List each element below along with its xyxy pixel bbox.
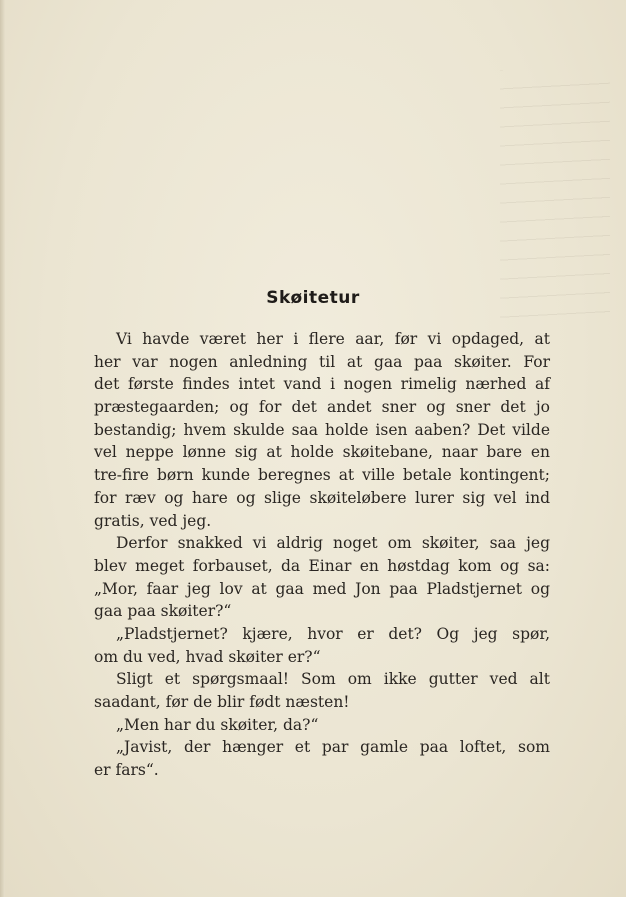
text-line: her var nogen anledning til at gaa paa skøiter. For xyxy=(94,352,550,371)
text-line: om du ved, hvad skøiter er?“ xyxy=(94,647,321,666)
text-line: er fars“. xyxy=(94,761,159,780)
text-line: det første findes intet vand i nogen rimelig nærhed af xyxy=(94,375,550,394)
text-line: vel neppe lønne sig at holde skøitebane, naar bare en xyxy=(94,443,550,462)
body-text xyxy=(94,328,550,782)
text-line: „Pladstjernet? kjære, hvor er det? Og jeg spør, xyxy=(116,624,550,643)
text-line: saadant, før de blir født næsten! xyxy=(94,693,350,711)
text-line: præstegaarden; og for det andet sner og sner det jo xyxy=(94,398,550,417)
text-line: Sligt et spørgsmaal! Som om ikke gutter ved alt xyxy=(116,670,550,689)
text-line: „Mor, faar jeg lov at gaa med Jon paa Pladstjernet og xyxy=(94,579,550,598)
text-line: blev meget forbauset, da Einar en høstdag kom og sa: xyxy=(94,556,550,575)
text-line: „Javist, der hænger et par gamle paa loftet, som xyxy=(116,738,550,757)
text-line: bestandig; hvem skulde saa holde isen aaben? Det vilde xyxy=(94,420,550,439)
page-edge xyxy=(0,0,5,897)
text-line: tre-fire børn kunde beregnes at ville betale kontingent; xyxy=(94,466,550,485)
chapter-title: Skøitetur xyxy=(266,288,360,308)
text-line: for ræv og hare og slige skøiteløbere lurer sig vel ind xyxy=(94,488,550,507)
text-line: „Men har du skøiter, da?“ xyxy=(116,715,319,734)
text-line: gaa paa skøiter?“ xyxy=(94,602,232,621)
text-line: gratis, ved jeg. xyxy=(94,511,212,530)
text-line: Vi havde været her i flere aar, før vi opdaged, at xyxy=(116,330,550,348)
text-line: Derfor snakked vi aldrig noget om skøiter, saa jeg xyxy=(116,534,550,553)
